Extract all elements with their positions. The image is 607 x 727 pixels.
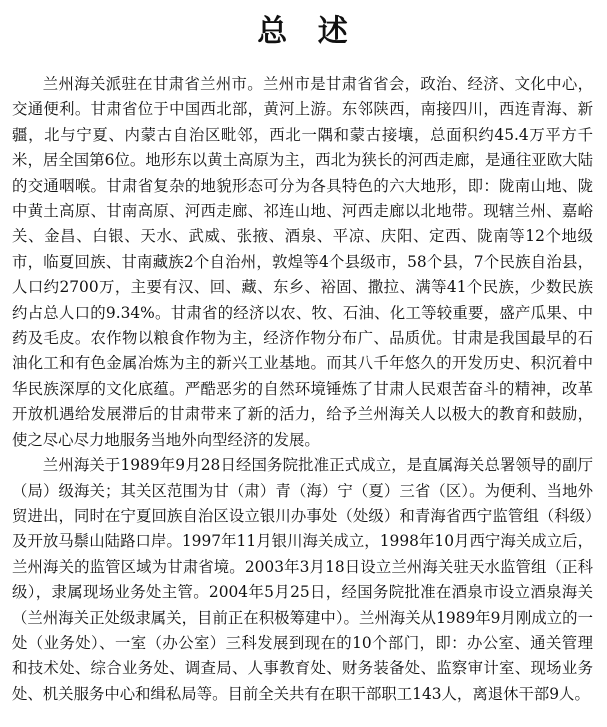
page-title: 总 述 bbox=[257, 14, 358, 49]
paragraph-history: 兰州海关于1989年9月28日经国务院批准正式成立，是直属海关总署领导的副厅（局）级海关；其关区范围为甘（肃）青（海）宁（夏）三省（区）。为便利、当地外贸进出，同时在宁夏回族自治区设立银川办事处（处级）和青海省西宁监管组（科级）及开放马鬃山陆路口岸。1997年11月银川海关成立，1998年10月西宁海关成立后，兰州海关的监管区域为甘肃省境。2003年3月18日设立兰州海关驻天水监管组（正科级），隶属现场业务处主管。2004年5月25日，经国务院批准在酒泉市设立酒泉海关（兰州海关正处级隶属关，目前正在积极筹建中）。兰州海关从1989年9月刚成立的一处（业务处）、一室（办公室）三科发展到现在的10个部门，即：办公室、通关管理和技术处、综合业务处、调查局、人事教育处、财务装备处、监察审计室、现场业务处、机关服务中心和缉私局等。目前全关共有在职干部职工143人，离退休干部9人。 bbox=[12, 456, 593, 703]
paragraph-overview: 兰州海关派驻在甘肃省兰州市。兰州市是甘肃省省会，政治、经济、文化中心，交通便利。甘肃省位于中国西北部，黄河上游。东邻陕西，南接四川，西连青海、新疆，北与宁夏、内蒙古自治区毗邻，西北一隅和蒙古接壤，总面积约45.4万平方千米，居全国第6位。地形东以黄土高原为主，西北为狭长的河西走廊，是通往亚欧大陆的交通咽喉。甘肃省复杂的地貌形态可分为各具特色的六大地形，即：陇南山地、陇中黄土高原、甘南高原、河西走廊、祁连山地、河西走廊以北地带。现辖兰州、嘉峪关、金昌、白银、天水、武威、张掖、酒泉、平凉、庆阳、定西、陇南等12个地级市，临夏回族、甘南藏族2个自治州，敦煌等4个县级市，58个县，7个民族自治县，人口约2700万，主要有汉、回、藏、东乡、裕固、撒拉、满等41个民族，少数民族约占总人口的9.34%。甘肃省的经济以农、牧、石油、化工等较重要，盛产瓜果、中药及毛皮。农作物以粮食作物为主，经济作物分布广、品质优。甘肃是我国最早的石油化工和有色金属冶炼为主的新兴工业基地。而其八千年悠久的开发历史、积沉着中华民族深厚的文化底蕴。严酷恶劣的自然环境锤炼了甘肃人民艰苦奋斗的精神，改革开放机遇给发展滞后的甘肃带来了新的活力，给予兰州海关人以极大的教育和鼓励，使之尽心尽力地服务当地外向型经济的发展。 bbox=[12, 75, 593, 449]
